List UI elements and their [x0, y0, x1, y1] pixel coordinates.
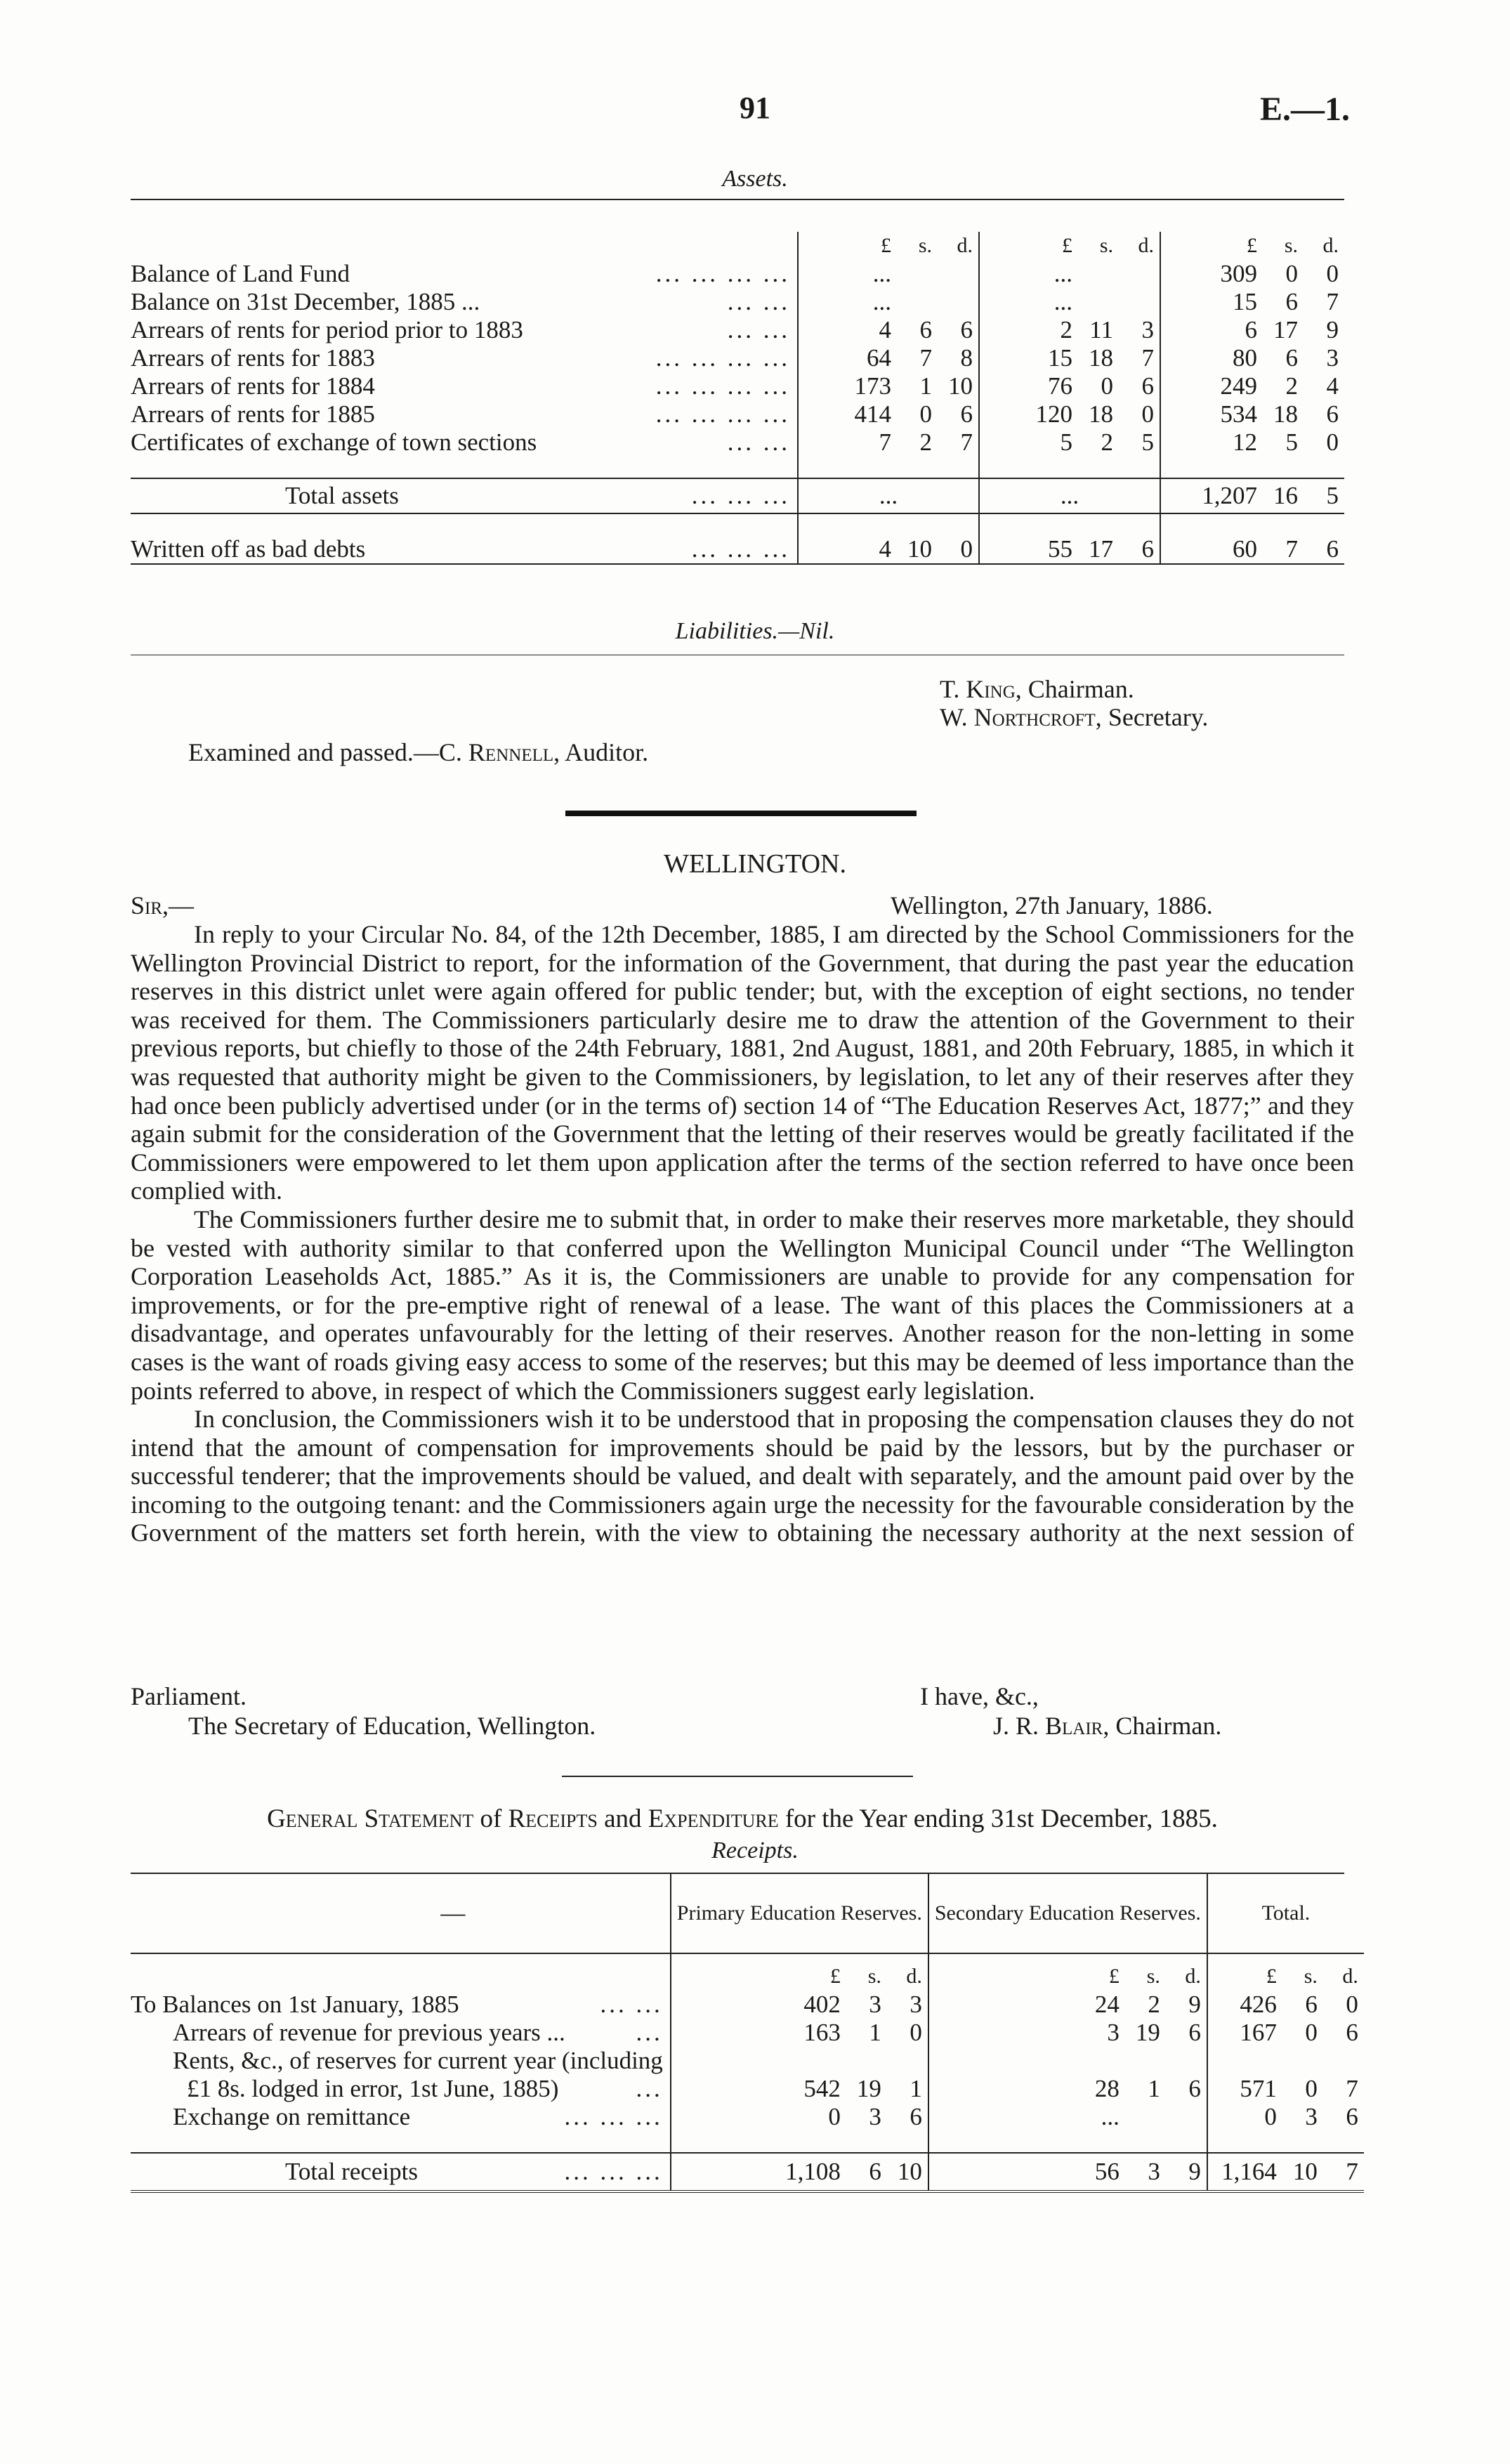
asset-row	[131, 372, 1344, 400]
amount-pence: 6	[1188, 2075, 1201, 2102]
unit-pence: d.	[1138, 234, 1154, 257]
amount-shillings: 6	[919, 316, 932, 343]
auditor-role: Auditor.	[565, 738, 649, 766]
auditor-line	[188, 738, 648, 767]
total-assets-row	[131, 478, 1344, 513]
amount-pence: 7	[1346, 2075, 1358, 2102]
amount-pounds: 173	[854, 372, 891, 400]
leader-dots: ... ...	[727, 316, 790, 343]
page-number: 91	[740, 91, 770, 125]
salutation-text: Sir,—	[131, 891, 195, 919]
letter-signer	[993, 1711, 1221, 1741]
row-label: Arrears of revenue for previous years ...	[173, 2019, 565, 2046]
amount-shillings: 17	[1089, 535, 1113, 563]
amount-pounds: ...	[872, 260, 891, 287]
statement-title	[131, 1804, 1354, 1834]
amount-pounds: 56	[1094, 2158, 1120, 2185]
leader-dots: ... ... ...	[691, 535, 790, 563]
amount-pence: 3	[1141, 316, 1154, 343]
amount-pence: 7	[1141, 344, 1154, 372]
amount-shillings: 5	[1285, 428, 1298, 456]
row-label: Arrears of rents for 1885	[131, 400, 375, 428]
auditor-name: Rennell,	[468, 738, 560, 766]
leader-dots: ... ... ... ...	[655, 260, 790, 287]
liabilities-caption: Liabilities.—Nil.	[675, 618, 835, 644]
amount-pounds: 309	[1220, 260, 1257, 287]
amount-shillings: 3	[1305, 2103, 1318, 2130]
spacer-row	[131, 457, 1344, 478]
amount-pounds: 6	[1245, 316, 1257, 343]
amount-pence: 6	[1346, 2019, 1358, 2046]
amount-pounds: 80	[1233, 344, 1257, 372]
amount-pence: 7	[1326, 288, 1339, 315]
amount-shillings: 18	[1089, 344, 1113, 372]
assets-top-rule	[131, 199, 1344, 200]
letter-last-line: Parliament.	[131, 1682, 247, 1710]
unit-pence: d.	[906, 1965, 922, 1988]
receipt-row	[131, 2047, 1364, 2075]
amount-shillings: 7	[919, 344, 932, 372]
unit-pounds: £	[829, 1965, 841, 1988]
unit-pounds: £	[1247, 234, 1257, 257]
letter-closing: I have, &c.,	[920, 1682, 1039, 1710]
leader-dots: ... ...	[727, 288, 790, 315]
unit-pence: d.	[1185, 1965, 1201, 1988]
amount-shillings: 19	[856, 2075, 881, 2102]
letter-paragraph-2: The Commissioners further desire me to submit that, in order to make their reserves more marketable, they should be vested with authority similar to that conferred upon the Wellington Municipal Council under “The Wellington Corporation Leaseholds Act, 1885.” As it is, the Commissioners are unable to provide for any compensation for improvements, or for the pre-emptive right of renewal of a lease. The want of this places the Commissioners at a disadvantage, and operates unfavourably for the letting of their reserves. Another reason for the non-letting in some cases is the want of roads giving easy access to some of the reserves; but this may be deemed of less importance than the points referred to above, in respect of which the Commissioners suggest early legislation.	[131, 1205, 1354, 1405]
unit-shillings: s.	[918, 234, 932, 257]
amount-pence: 10	[897, 2158, 922, 2185]
secretary-name: W. Northcroft,	[940, 703, 1102, 731]
amount-pounds: 1,108	[785, 2158, 841, 2185]
amount-pounds: 1,164	[1221, 2158, 1277, 2185]
row-label: To Balances on 1st January, 1885	[131, 1991, 459, 2018]
title-expenditure: Expenditure	[648, 1804, 779, 1833]
document-code: E.—1.	[1259, 91, 1350, 128]
amount-pence: 0	[1326, 428, 1339, 456]
receipts-unit-header-row	[131, 1953, 1364, 1991]
unit-shillings: s.	[1146, 1965, 1160, 1988]
row-label: Balance on 31st December, 1885 ...	[131, 288, 480, 315]
title-and: and	[604, 1804, 642, 1833]
receipt-row	[131, 1991, 1364, 2019]
amount-pounds: 1,207	[1202, 482, 1257, 509]
amount-shillings: 6	[869, 2158, 881, 2185]
chairman-name: T. King,	[940, 675, 1022, 703]
amount-shillings: 19	[1135, 2019, 1160, 2046]
amount-pence: 9	[1188, 1991, 1201, 2018]
amount-shillings: 16	[1273, 482, 1298, 509]
amount-shillings: 18	[1273, 400, 1298, 428]
amount-pounds: 4	[879, 316, 891, 343]
amount-pounds: 15	[1233, 288, 1257, 315]
column-header-dash: —	[440, 1899, 466, 1927]
assets-unit-header-row	[131, 232, 1344, 260]
leader-dots: ... ...	[727, 428, 790, 456]
amount-shillings: 0	[1101, 372, 1113, 400]
row-label: Arrears of rents for 1884	[131, 372, 375, 400]
spacer-row	[131, 513, 1344, 528]
amount-shillings: 6	[1305, 1991, 1318, 2018]
assets-table	[131, 232, 1344, 565]
amount-pounds: 15	[1048, 344, 1072, 372]
letter-end-rule	[562, 1776, 913, 1777]
amount-pounds: 402	[803, 1991, 841, 2018]
amount-shillings: 2	[1101, 428, 1113, 456]
row-label: Total assets	[285, 482, 399, 509]
amount-pounds: 60	[1233, 535, 1257, 563]
receipt-row	[131, 2075, 1364, 2103]
amount-pence: 6	[1141, 535, 1154, 563]
amount-pence: 0	[1326, 260, 1339, 287]
spacer-row	[131, 2131, 1364, 2153]
asset-row	[131, 428, 1344, 457]
amount-shillings: 6	[1285, 288, 1298, 315]
amount-shillings: 6	[1285, 344, 1298, 372]
amount-pence: 10	[948, 372, 973, 400]
unit-pounds: £	[1108, 1965, 1120, 1988]
amount-pounds: ...	[1053, 288, 1072, 315]
unit-pounds: £	[1062, 234, 1072, 257]
leader-dots: ... ... ... ...	[655, 344, 790, 372]
asset-row	[131, 400, 1344, 428]
amount-shillings: 7	[1285, 535, 1298, 563]
amount-pence: 6	[1188, 2019, 1201, 2046]
letter-date: Wellington, 27th January, 1886.	[891, 891, 1213, 919]
amount-pence: 0	[910, 2019, 922, 2046]
unit-shillings: s.	[1304, 1965, 1318, 1988]
amount-text: ...	[879, 482, 898, 509]
amount-pounds: 163	[803, 2019, 841, 2046]
amount-shillings: 0	[1285, 260, 1298, 287]
amount-pence: 6	[960, 400, 973, 428]
amount-pence: 0	[1141, 400, 1154, 428]
asset-row	[131, 288, 1344, 316]
amount-pence: 5	[1141, 428, 1154, 456]
column-header-secondary: Secondary Education Reserves.	[928, 1874, 1207, 1953]
amount-shillings: 10	[907, 535, 932, 563]
amount-shillings: 1	[869, 2019, 881, 2046]
receipts-column-header-row	[131, 1874, 1364, 1953]
amount-shillings: 2	[1148, 1991, 1160, 2018]
written-off-row	[131, 528, 1344, 564]
receipts-table	[131, 1874, 1364, 2193]
leader-dots: ... ... ... ...	[655, 372, 790, 400]
amount-pence: 1	[910, 2075, 922, 2102]
asset-row	[131, 260, 1344, 288]
amount-text: ...	[1060, 482, 1079, 509]
unit-shillings: s.	[1284, 234, 1298, 257]
amount-pounds: 120	[1035, 400, 1072, 428]
amount-shillings: 3	[1148, 2158, 1160, 2185]
amount-pence: 6	[1326, 400, 1339, 428]
column-header-total: Total.	[1207, 1874, 1364, 1953]
amount-pence: 0	[960, 535, 973, 563]
section-divider	[565, 811, 917, 816]
amount-pence: 9	[1326, 316, 1339, 343]
row-label: Balance of Land Fund	[131, 260, 350, 287]
leader-dots: ... ...	[600, 1991, 663, 2018]
letter-body	[131, 920, 1354, 1547]
receipt-row	[131, 2103, 1364, 2131]
amount-shillings: 1	[919, 372, 932, 400]
leader-dots: ...	[636, 2019, 663, 2046]
amount-shillings: 3	[869, 1991, 881, 2018]
unit-pence: d.	[1322, 234, 1339, 257]
row-label: Arrears of rents for period prior to 1883	[131, 316, 523, 343]
receipt-row	[131, 2019, 1364, 2047]
amount-shillings: 2	[919, 428, 932, 456]
receipts-caption: Receipts.	[711, 1837, 799, 1863]
amount-pence: 6	[1326, 535, 1339, 563]
letter-paragraph-3: In conclusion, the Commissioners wish it to be understood that in proposing the compensation clauses they do not intend that the amount of compensation for improvements should be paid by the lessors, but by the purchaser or successful tenderer; that the improvements should be valued, and dealt with separately, and the amount paid over by the incoming to the outgoing tenant: and the Commissioners again urge the necessity for the favourable consideration by the Government of the matters set forth herein, with the view to obtaining the necessary authority at the next session of	[131, 1405, 1354, 1547]
assets-caption: Assets.	[722, 166, 788, 192]
leader-dots: ... ... ...	[564, 2103, 663, 2130]
letter-addressee: The Secretary of Education, Wellington.	[188, 1712, 596, 1740]
row-label: Total receipts	[285, 2158, 418, 2185]
secretary-role: Secretary.	[1108, 703, 1209, 731]
letter-paragraph-1: In reply to your Circular No. 84, of the 12th December, 1885, I am directed by the School Commissioners for the Wellington Provincial District to report, for the information of the Government, that during the past year the education reserves in this district unlet were again offered for public tender; but, with the exception of eight sections, no tender was received for them. The Commissioners particularly desire me to draw the attention of the Government to their previous reports, but chiefly to those of the 24th February, 1881, 2nd August, 1881, and 20th February, 1885, in which it was requested that authority might be given to the Commissioners, by legislation, to let any of their reserves after they had once been publicly advertised under (or in the terms of) section 14 of “The Education Reserves Act, 1877;” and they again submit for the consideration of the Government that the letting of their reserves would be greatly facilitated if the Commissioners were empowered to let them upon application after the terms of the section referred to have once been complied with.	[131, 920, 1354, 1205]
leader-dots: ...	[636, 2075, 663, 2102]
amount-pounds: 2	[1060, 316, 1072, 343]
amount-shillings: 0	[1305, 2019, 1318, 2046]
amount-pounds: 64	[867, 344, 891, 372]
amount-pence: 7	[960, 428, 973, 456]
amount-shillings: 0	[1305, 2075, 1318, 2102]
column-header-primary: Primary Education Reserves.	[671, 1874, 928, 1953]
letter-salutation	[131, 891, 194, 920]
amount-pence: 8	[960, 344, 973, 372]
row-label: Exchange on remittance	[173, 2103, 411, 2130]
title-year: for the Year ending 31st December, 1885.	[784, 1804, 1218, 1833]
amount-pounds: ...	[872, 288, 891, 315]
unit-shillings: s.	[1099, 234, 1113, 257]
amount-shillings: 10	[1292, 2158, 1318, 2185]
amount-shillings: 17	[1273, 316, 1298, 343]
amount-pounds: 76	[1048, 372, 1072, 400]
amount-pounds: 3	[1107, 2019, 1120, 2046]
row-label: Rents, &c., of reserves for current year (including	[173, 2047, 663, 2074]
signer-role: Chairman.	[1115, 1712, 1222, 1740]
amount-shillings: 3	[869, 2103, 881, 2130]
title-receipts: Receipts	[508, 1804, 598, 1833]
amount-pounds: 571	[1240, 2075, 1277, 2102]
amount-pounds: 5	[1060, 428, 1072, 456]
amount-pounds: ...	[1053, 260, 1072, 287]
secretary-signature	[940, 702, 1208, 732]
row-label: Certificates of exchange of town sections	[131, 428, 537, 456]
unit-pence: d.	[957, 234, 973, 257]
amount-shillings: 1	[1148, 2075, 1160, 2102]
amount-pence: 3	[910, 1991, 922, 2018]
amount-pounds: 55	[1048, 535, 1072, 563]
amount-shillings: 2	[1285, 372, 1298, 400]
amount-pence: 3	[1326, 344, 1339, 372]
amount-pence: 7	[1346, 2158, 1358, 2185]
amount-pence: 0	[1346, 1991, 1358, 2018]
amount-pounds: 7	[879, 428, 891, 456]
amount-pounds: 0	[828, 2103, 841, 2130]
amount-pounds: 12	[1233, 428, 1257, 456]
amount-pence: 6	[1141, 372, 1154, 400]
leader-dots: ... ... ...	[564, 2158, 663, 2185]
amount-pence: 5	[1326, 482, 1339, 509]
chairman-signature	[940, 674, 1134, 704]
amount-pence: 6	[910, 2103, 922, 2130]
amount-pounds: 0	[1264, 2103, 1277, 2130]
unit-pence: d.	[1342, 1965, 1358, 1988]
amount-pounds: 542	[803, 2075, 841, 2102]
amount-shillings: 0	[919, 400, 932, 428]
signer-name: J. R. Blair,	[993, 1712, 1110, 1740]
amount-pounds: 426	[1240, 1991, 1277, 2018]
amount-pounds: 24	[1094, 1991, 1120, 2018]
amount-pounds: 414	[854, 400, 891, 428]
amount-shillings: 11	[1089, 316, 1113, 343]
leader-dots: ... ... ... ...	[655, 400, 790, 428]
amount-pounds: 249	[1220, 372, 1257, 400]
amount-pence: 9	[1188, 2158, 1201, 2185]
letter-heading: WELLINGTON.	[664, 849, 846, 879]
chairman-role: Chairman.	[1028, 675, 1134, 703]
amount-pence: 6	[1346, 2103, 1358, 2130]
amount-pounds: 4	[879, 535, 891, 563]
examined-text: Examined and passed.—C.	[188, 738, 462, 766]
title-general-statement: General Statement	[267, 1804, 474, 1833]
leader-dots: ... ... ...	[691, 482, 790, 509]
amount-pounds: 167	[1240, 2019, 1277, 2046]
unit-pounds: £	[1266, 1965, 1277, 1988]
row-label: £1 8s. lodged in error, 1st June, 1885)	[187, 2075, 559, 2102]
row-label: Written off as bad debts	[131, 535, 366, 563]
amount-pounds: 534	[1220, 400, 1257, 428]
asset-row	[131, 316, 1344, 344]
amount-shillings: 18	[1089, 400, 1113, 428]
amount-pounds: ...	[1101, 2103, 1120, 2130]
amount-pence: 6	[960, 316, 973, 343]
amount-pounds: 28	[1094, 2075, 1120, 2102]
title-of: of	[480, 1804, 502, 1833]
unit-shillings: s.	[867, 1965, 881, 1988]
amount-pence: 4	[1326, 372, 1339, 400]
asset-row	[131, 344, 1344, 372]
row-label: Arrears of rents for 1883	[131, 344, 375, 372]
total-receipts-row	[131, 2153, 1364, 2191]
unit-pounds: £	[881, 234, 891, 257]
